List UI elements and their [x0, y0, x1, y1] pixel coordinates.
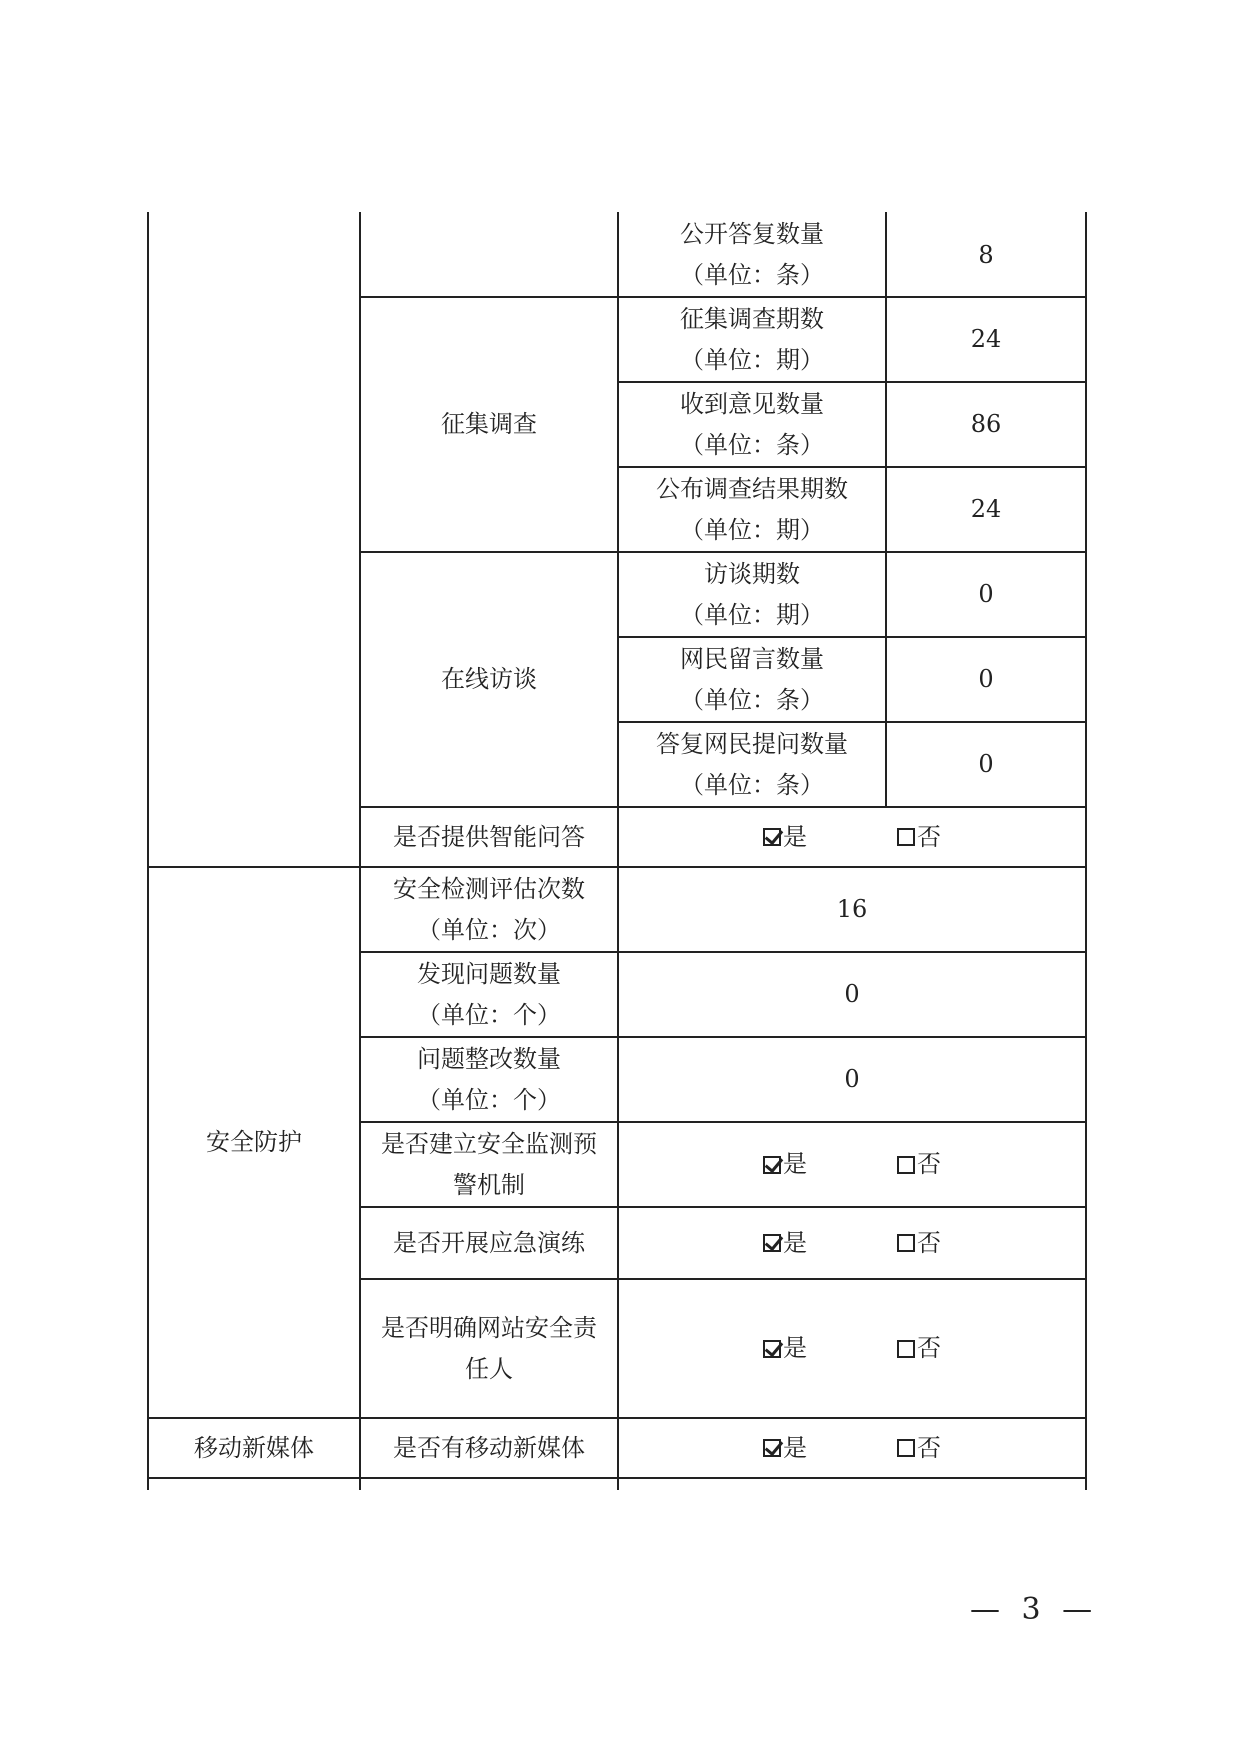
checkbox-icon [897, 1234, 915, 1252]
option-no[interactable]: 否 [897, 1223, 941, 1264]
table-cell-item: 访谈期数 （单位：期） [680, 559, 824, 629]
option-no[interactable]: 否 [897, 1144, 941, 1185]
option-yes[interactable]: 是 [763, 1144, 807, 1185]
checked-box-icon [763, 1340, 781, 1358]
table-cell-item: 发现问题数量 （单位：个） [417, 959, 561, 1029]
checked-box-icon [763, 828, 781, 846]
category-security: 安全防护 [206, 1128, 302, 1156]
table-cell-value: 8 [978, 240, 994, 269]
mobile-label: 是否有移动新媒体 [393, 1433, 585, 1462]
table-border-bottom [147, 1477, 1087, 1479]
checked-box-icon [763, 1234, 781, 1252]
table-cell-item: 答复网民提问数量 （单位：条） [656, 729, 848, 799]
mobile-options [619, 1419, 1085, 1477]
checkbox-icon [897, 1340, 915, 1358]
option-yes[interactable]: 是 [763, 817, 807, 858]
category-mobile: 移动新媒体 [194, 1433, 314, 1462]
monitor-label: 是否建立安全监测预 警机制 [381, 1129, 597, 1199]
smart-qa-label: 是否提供智能问答 [393, 822, 585, 851]
sub-category-survey: 征集调查 [441, 410, 537, 438]
responsible-options [619, 1280, 1085, 1417]
checkbox-icon [897, 828, 915, 846]
checked-box-icon [763, 1156, 781, 1174]
table-cell-value: 0 [978, 580, 994, 608]
option-no[interactable]: 否 [897, 817, 941, 858]
page-number: — 3 — [970, 1592, 1099, 1627]
table-cell-value: 0 [978, 750, 994, 778]
table-cell-value: 16 [836, 895, 868, 923]
table-cell-value: 0 [978, 665, 994, 693]
option-yes[interactable]: 是 [763, 1328, 807, 1369]
table-cell-item: 公开答复数量 （单位：条） [680, 220, 824, 289]
table-cell-item: 征集调查期数 （单位：期） [680, 304, 824, 374]
checked-box-icon [763, 1439, 781, 1457]
table-cell-item: 问题整改数量 （单位：个） [417, 1044, 561, 1114]
responsible-label: 是否明确网站安全责 任人 [381, 1313, 597, 1383]
table-cell-item: 安全检测评估次数 （单位：次） [393, 874, 585, 944]
table-border-right [1085, 212, 1087, 1490]
drill-options [619, 1208, 1085, 1278]
option-no[interactable]: 否 [897, 1428, 941, 1469]
table-cell-value: 24 [970, 325, 1002, 353]
table-cell-value: 24 [970, 495, 1002, 523]
checkbox-icon [897, 1439, 915, 1457]
table-cell-value: 86 [970, 410, 1002, 438]
table-cell-value: 0 [844, 980, 860, 1008]
table-cell-value: 0 [844, 1065, 860, 1093]
checkbox-icon [897, 1156, 915, 1174]
option-no[interactable]: 否 [897, 1328, 941, 1369]
table-cell-item: 收到意见数量 （单位：条） [680, 389, 824, 459]
table-cell-item: 网民留言数量 （单位：条） [680, 644, 824, 714]
option-yes[interactable]: 是 [763, 1428, 807, 1469]
smart-qa-options [619, 808, 1085, 866]
table-cell-item: 公布调查结果期数 （单位：期） [656, 474, 848, 544]
sub-category-interview: 在线访谈 [441, 665, 537, 693]
drill-label: 是否开展应急演练 [393, 1228, 585, 1257]
monitor-options [619, 1123, 1085, 1206]
option-yes[interactable]: 是 [763, 1223, 807, 1264]
